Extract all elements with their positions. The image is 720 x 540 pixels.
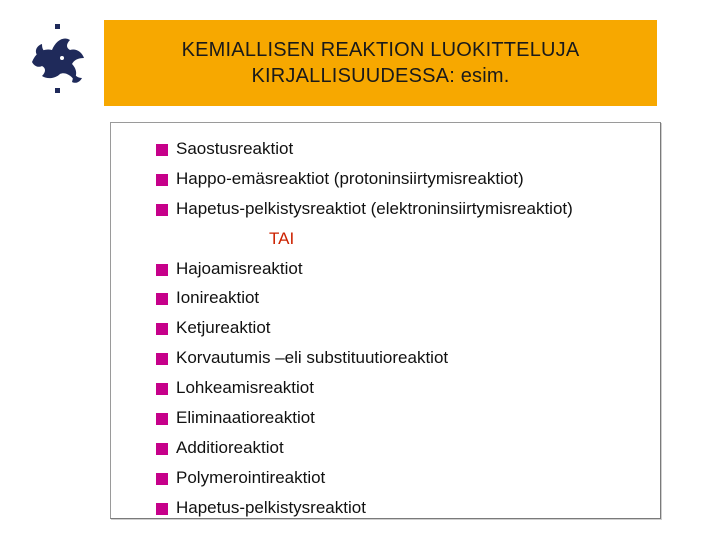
page-title [182, 37, 580, 89]
university-logo-icon [22, 22, 92, 98]
list-item [156, 403, 573, 433]
list-item [156, 373, 573, 403]
list-item [156, 254, 573, 284]
square-bullet-icon [156, 413, 168, 425]
list-item-label: Eliminaatioreaktiot [176, 407, 315, 427]
list-item-label: Hapetus-pelkistysreaktiot (elektroninsiirtymisreaktiot) [176, 198, 573, 218]
square-bullet-icon [156, 174, 168, 186]
separator-text: TAI [269, 228, 295, 248]
list-item-label: Hapetus-pelkistysreaktiot [176, 497, 366, 517]
list-item-label: Lohkeamisreaktiot [176, 378, 314, 398]
list-item-label: Korvautumis –eli substituutioreaktiot [176, 348, 449, 368]
list-item-label: Saostusreaktiot [176, 138, 294, 158]
list-item-label: Additioreaktiot [176, 437, 284, 457]
list-item [156, 134, 573, 164]
title-line-1: KEMIALLISEN REAKTION LUOKITTELUJA [181, 39, 580, 61]
title-line-2: KIRJALLISUUDESSA: esim. [251, 65, 510, 87]
list-item [156, 283, 573, 313]
square-bullet-icon [156, 264, 168, 276]
list-item-label: Hajoamisreaktiot [176, 258, 303, 278]
square-bullet-icon [156, 473, 168, 485]
list-item [156, 463, 573, 493]
list-item [156, 433, 573, 463]
square-bullet-icon [156, 443, 168, 455]
list-item [156, 343, 573, 373]
title-banner [104, 20, 657, 106]
list-item [156, 493, 573, 523]
list-item [156, 164, 573, 194]
list-item [156, 313, 573, 343]
reaction-list [156, 134, 573, 523]
square-bullet-icon [156, 383, 168, 395]
list-item-label: Happo-emäsreaktiot (protoninsiirtymisreaktiot) [176, 168, 524, 188]
square-bullet-icon [156, 323, 168, 335]
list-item-label: Polymerointireaktiot [176, 467, 326, 487]
square-bullet-icon [156, 503, 168, 515]
list-item [156, 194, 573, 224]
list-item-label: Ketjureaktiot [176, 318, 271, 338]
square-bullet-icon [156, 204, 168, 216]
square-bullet-icon [156, 293, 168, 305]
list-item-label: Ionireaktiot [176, 288, 260, 308]
square-bullet-icon [156, 353, 168, 365]
square-bullet-icon [156, 144, 168, 156]
